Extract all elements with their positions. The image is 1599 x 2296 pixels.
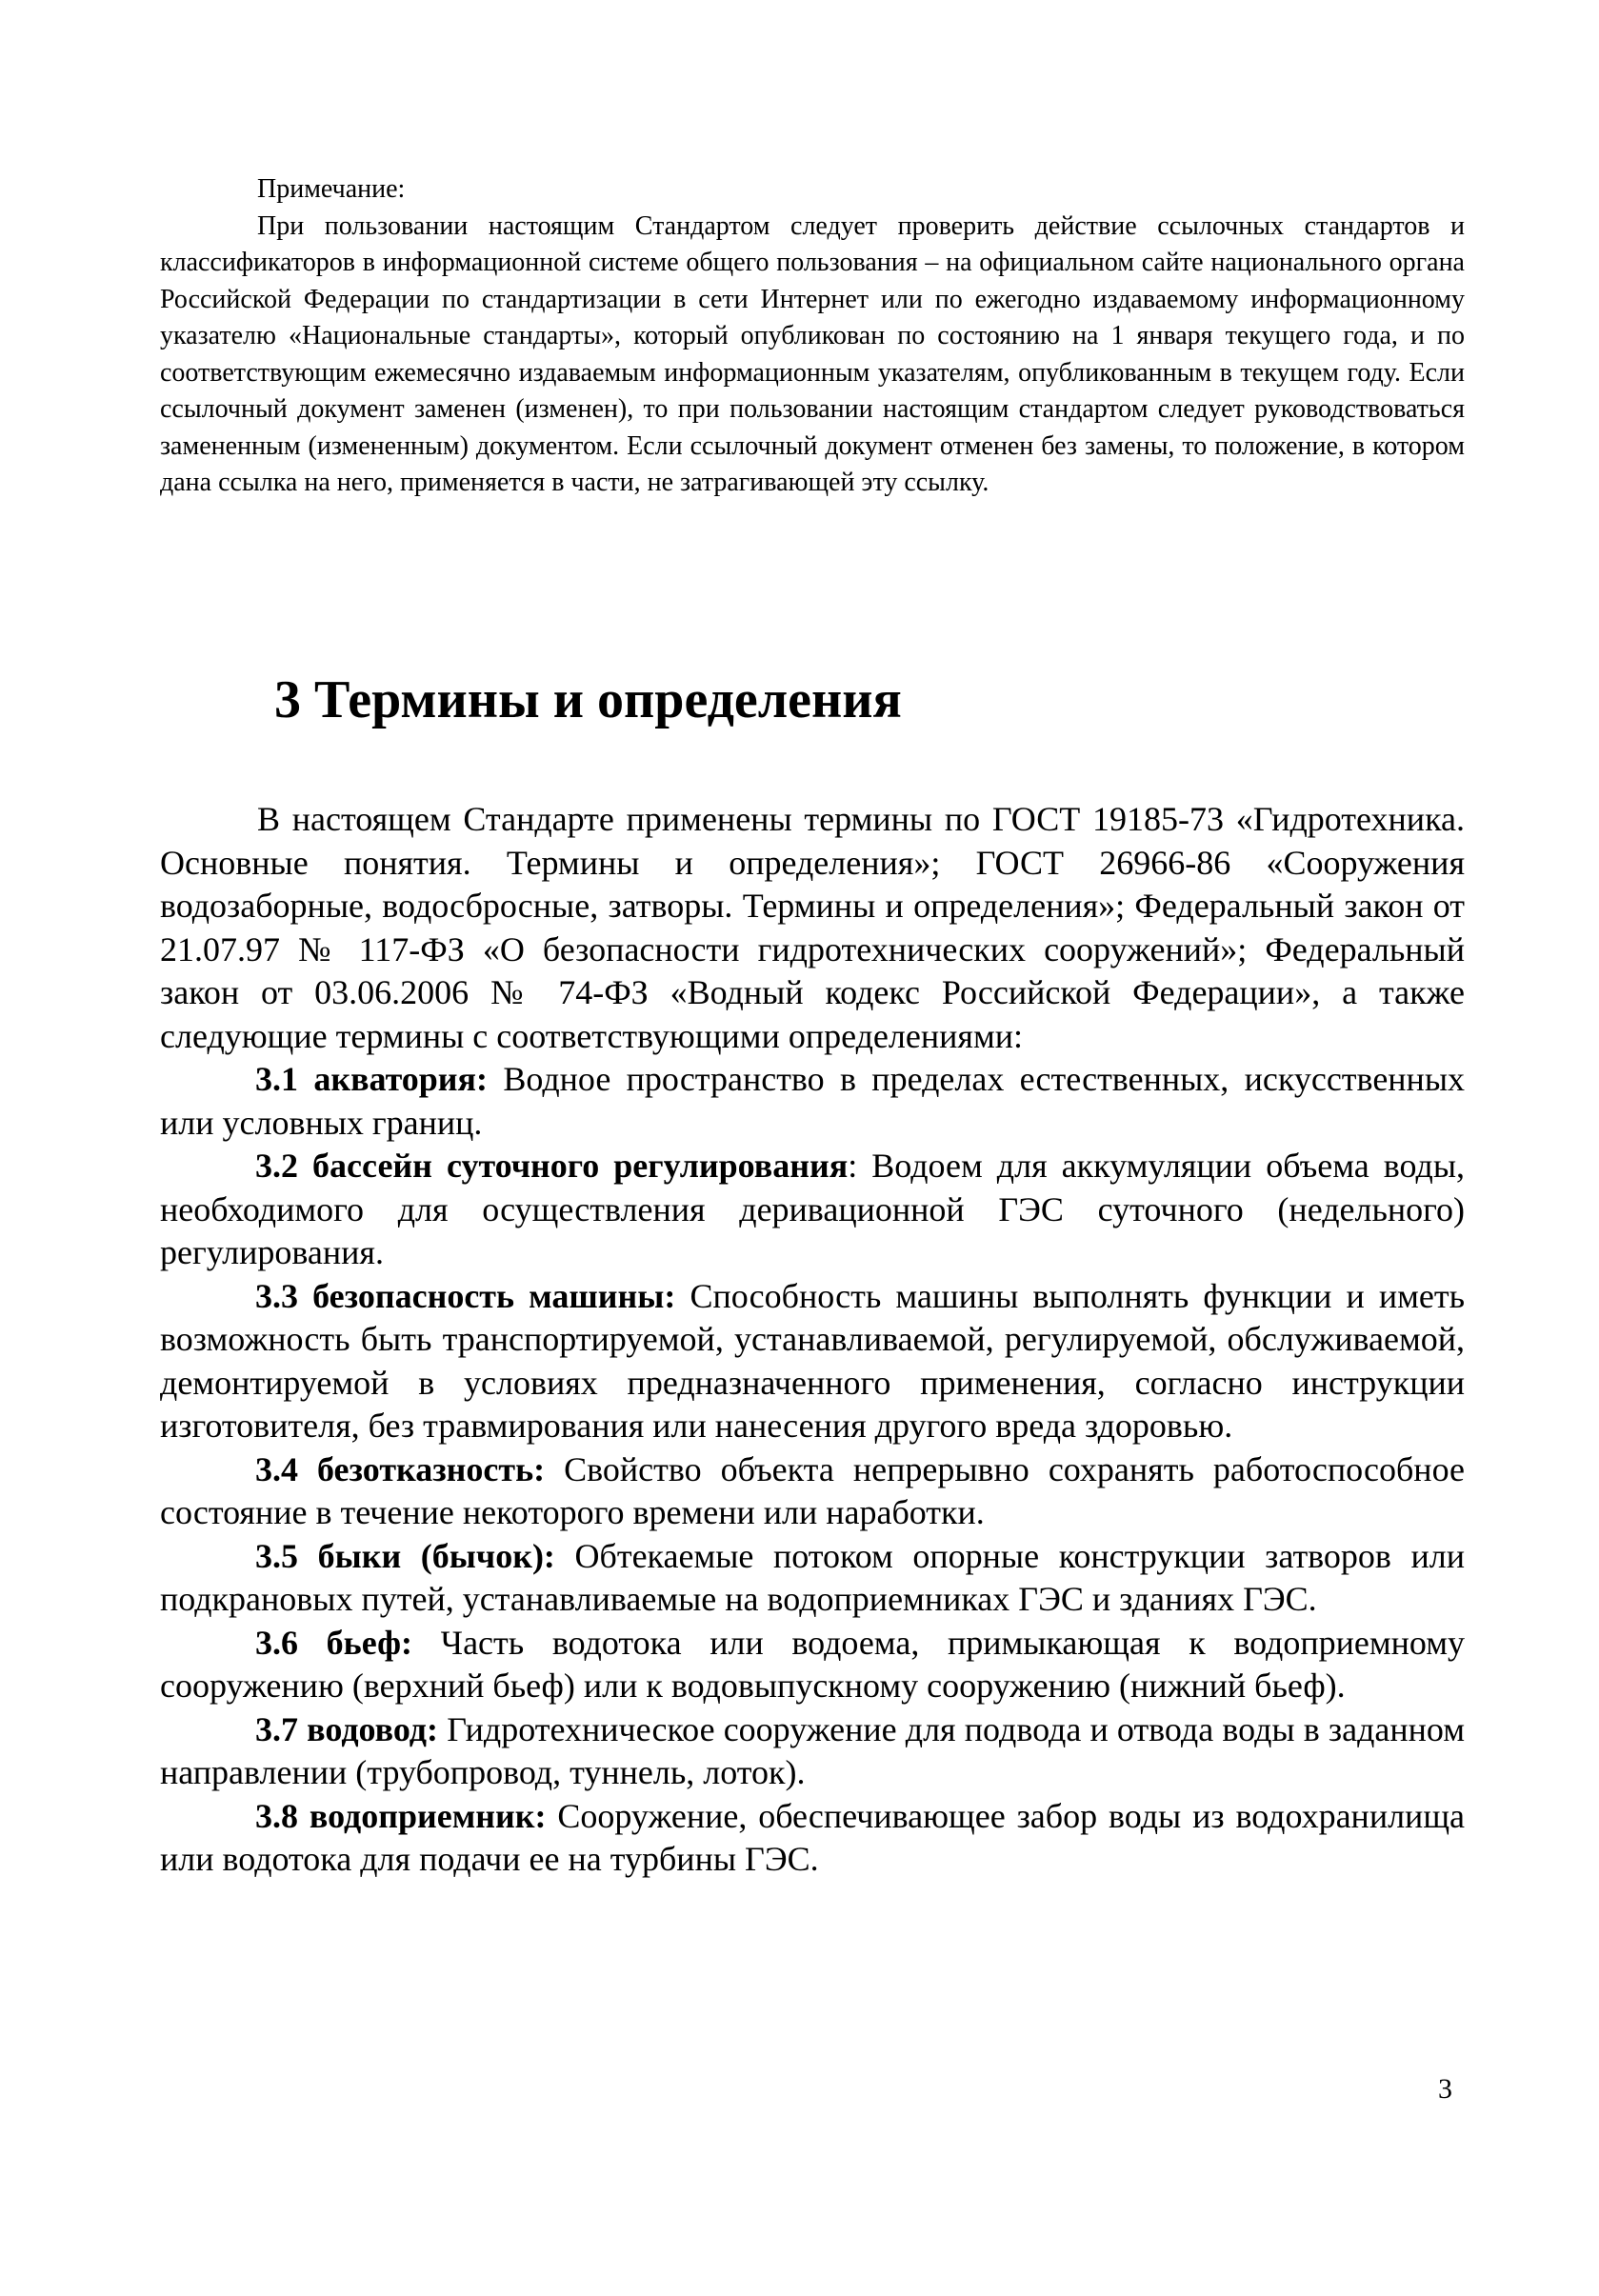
term-name: безотказность:	[317, 1449, 546, 1488]
term-name: безопасность машины:	[312, 1276, 676, 1315]
term-item-3-2	[160, 1145, 1465, 1275]
term-number: 3.4	[255, 1449, 298, 1488]
term-number: 3.5	[255, 1536, 298, 1575]
term-definition: Способность машины выполнять функции и иметь возможность быть транспортируемой, устанавливаемой, регулируемой, обслуживаемой, демонтируемой в условиях предназначенного применения, согласно инструкции изготовителя, без травмирования или нанесения другого вреда здоровью.	[160, 1276, 1466, 1445]
term-name: водовод:	[307, 1709, 439, 1748]
term-item-3-1	[160, 1058, 1465, 1145]
term-definition: Сооружение, обеспечивающее забор воды из водохранилища или водотока для подачи ее на турбины ГЭС.	[160, 1796, 1466, 1878]
page-number: 3	[1438, 2073, 1452, 2105]
term-number: 3.7	[255, 1709, 298, 1748]
term-definition: Обтекаемые потоком опорные конструкции затворов или подкрановых путей, устанавливаемые на водоприемниках ГЭС и зданиях ГЭС.	[160, 1536, 1466, 1618]
term-number: 3.1	[255, 1060, 298, 1098]
section-intro: В настоящем Стандарте применены термины по ГОСТ 19185-73 «Гидротехника. Основные понятия. Термины и определения»; ГОСТ 26966-86 «Сооружения водозаборные, водосбросные, затворы. Термины и определения»; Федеральный закон от 21.07.97 № 117-ФЗ «О безопасности гидротехнических сооружений»; Федеральный закон от 03.06.2006 № 74-ФЗ «Водный кодекс Российской Федерации», а также следующие термины с соответствующими определениями:	[160, 800, 1465, 1055]
note-label: Примечание:	[257, 174, 406, 204]
note-text: При пользовании настоящим Стандартом следует проверить действие ссылочных стандартов и классификаторов в информационной системе общего пользования – на официальном сайте национального органа Российской Федерации по стандартизации в сети Интернет или по ежегодно издаваемому информационному указателю «Национальные стандарты», который опубликован по состоянию на 1 января текущего года, и по соответствующим ежемесячно издаваемым информационным указателям, опубликованным в текущем году. Если ссылочный документ заменен (изменен), то при пользовании настоящим стандартом следует руководствоваться замененным (измененным) документом. Если ссылочный документ отменен без замены, то положение, в котором дана ссылка на него, применяется в части, не затрагивающей эту ссылку.	[160, 210, 1465, 497]
term-item-3-7	[160, 1708, 1465, 1795]
term-definition: Свойство объекта непрерывно сохранять работоспособное состояние в течение некоторого времени или наработки.	[160, 1449, 1465, 1531]
term-name: акватория:	[313, 1060, 489, 1098]
term-definition: Часть водотока или водоема, примыкающая к водоприемному сооружению (верхний бьеф) или к водовыпускному сооружению (нижний бьеф).	[160, 1623, 1466, 1705]
term-definition: Гидротехническое сооружение для подвода и отвода воды в заданном направлении (трубопровод, туннель, лоток).	[160, 1709, 1466, 1791]
term-item-3-4	[160, 1448, 1465, 1535]
terms-section	[160, 798, 1465, 1882]
term-item-3-3	[160, 1275, 1465, 1448]
term-item-3-5	[160, 1535, 1465, 1622]
term-item-3-6	[160, 1622, 1465, 1708]
term-name: бьеф:	[326, 1623, 413, 1662]
term-name: быки (бычок):	[317, 1536, 555, 1575]
section-title: 3 Термины и определения	[274, 670, 902, 729]
term-number: 3.3	[255, 1276, 298, 1315]
term-name: бассейн суточного регулирования	[312, 1147, 849, 1185]
note-block	[160, 171, 1465, 502]
term-definition: Водное пространство в пределах естественных, искусственных или условных границ.	[160, 1060, 1466, 1142]
term-item-3-8	[160, 1795, 1465, 1882]
term-definition: : Водоем для аккумуляции объема воды, необходимого для осуществления деривационной ГЭС суточного (недельного) регулирования.	[160, 1147, 1465, 1271]
term-number: 3.8	[255, 1796, 298, 1835]
term-number: 3.2	[255, 1147, 298, 1185]
term-number: 3.6	[255, 1623, 298, 1662]
term-name: водоприемник:	[309, 1796, 547, 1835]
